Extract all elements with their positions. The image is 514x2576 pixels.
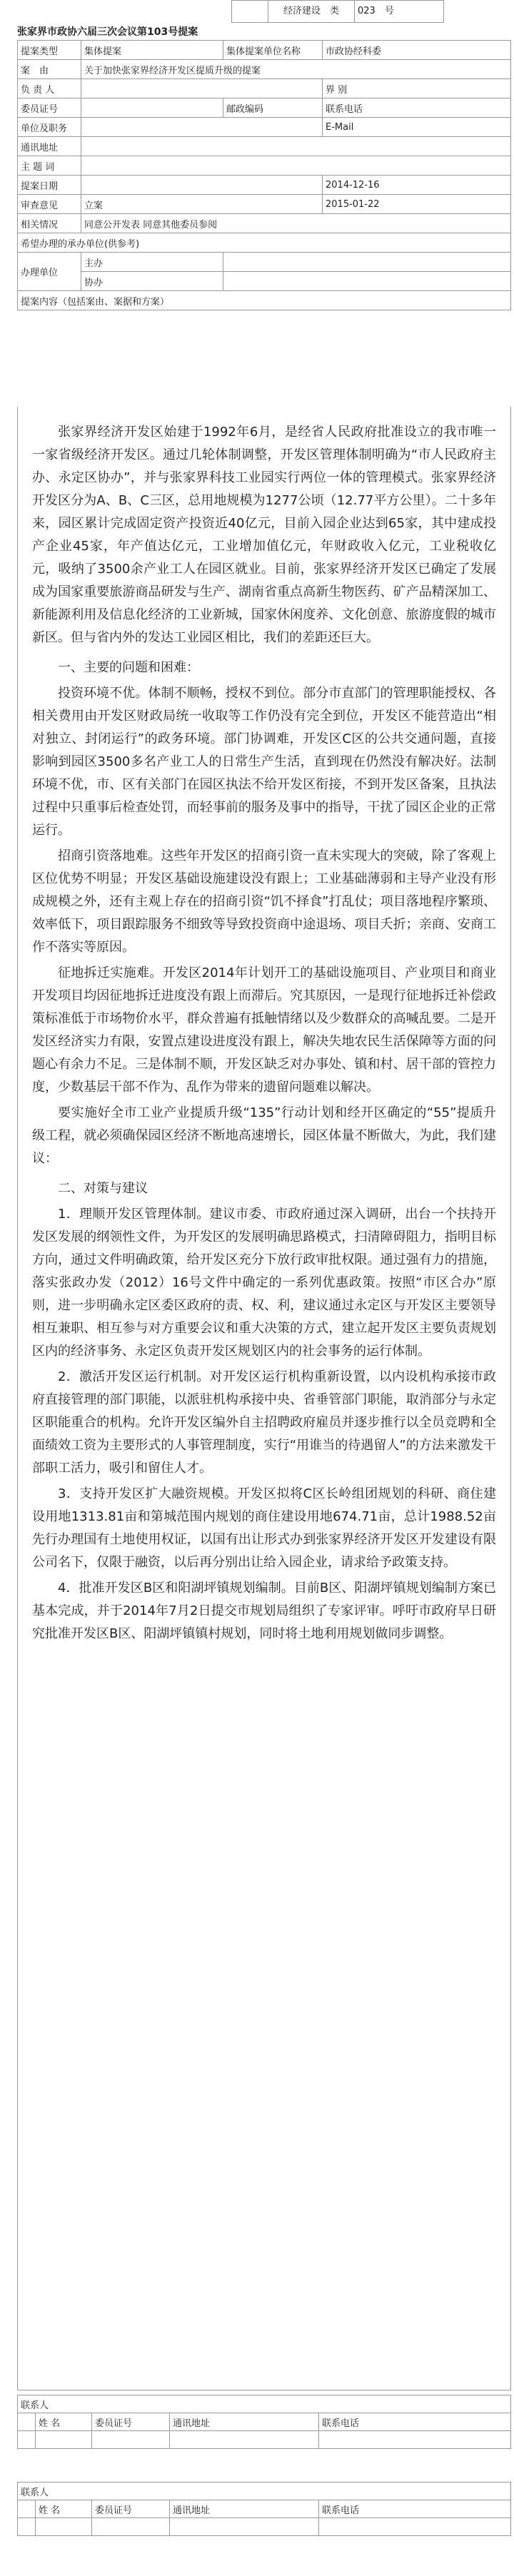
- unit-label: 单位及职务: [18, 118, 81, 137]
- review-date: 2015-01-22: [323, 195, 511, 214]
- suggestion-paragraph: 3．支持开发区扩大融资规模。开发区拟将C区长岭组团规划的科研、商住建设用地1313.81亩和第城范围内规划的商住建设用地674.71亩，总计1988.52亩先行办理国有土地使用权证，以国有出让形式办到张家界经济开发区开发建设有限公司名下，仅限于融资，以后再分别出让给入园企业，请求给予政策支持。: [32, 1486, 496, 1570]
- page-title: 张家界市政协六届三次会议第103号提案: [17, 26, 198, 38]
- unit-value: [81, 118, 323, 137]
- type-value: 集体提案: [81, 41, 223, 60]
- phone-label: 联系电话: [323, 98, 511, 118]
- blank-cell: [92, 2518, 170, 2536]
- contact-name-label: 姓 名: [36, 2413, 92, 2431]
- collective-label: 集体提案单位名称: [223, 41, 323, 60]
- blank-cell: [18, 2500, 36, 2518]
- contact-head: 联系人: [18, 2395, 511, 2413]
- suggestion-paragraph: 4．批准开发区B区和阳湖坪镇规划编制。目前B区、阳湖坪镇规划编制方案已基本完成，并于2014年7月2日提交市规划局组织了专家评审。呼吁市政府早日研究批准开发区B区、阳湖坪镇镇村规划，同时将土地利用规划做同步调整。: [32, 1581, 496, 1641]
- problem-paragraph: 征地拆迁实施难。开发区2014年计划开工的基础设施项目、产业项目和商业开发项目均因征地拆迁进度没有跟上而滞后。究其原因，一是现行征地拆迁补偿政策标准低于市场物价水平，群众普遍有抵触情绪以及少数群众的高喊乱要。二是开发区经济实力有限，安置点建设进度没有跟上，解决失地农民生活保障等方面的问题心有余力不足。三是体制不顺，开发区缺乏对办事处、镇和村、居干部的管控力度，少数基层干部不作为、乱作为带来的遗留问题难以解决。: [32, 965, 496, 1095]
- blank-cell: [36, 2431, 92, 2449]
- blank-cell: [170, 2431, 319, 2449]
- review-label: 审查意见: [18, 195, 81, 214]
- problem-paragraph: 招商引资落地难。这些年开发区的招商引资一直未实现大的突破，除了客观上区位优势不明显；开发区基础设施建设没有跟上；工业基础薄弱和主导产业没有形成规模之外，还有主观上存在的招商引资“饥不择食”打乱仗；项目落地程序繁琐、效率低下，项目跟踪服务不细致等导致投资商中途退场、项目夭折；亲商、安商工作不落实等原因。: [32, 848, 496, 955]
- contact-member-no-label: 委员证号: [92, 2413, 170, 2431]
- contact-phone-label: 联系电话: [319, 2413, 511, 2431]
- main-value: [223, 253, 511, 272]
- proposal-meta-table: [17, 40, 511, 310]
- suggestion-paragraph: 1．理顺开发区管理体制。建议市委、市政府通过深入调研，出台一个扶持开发区发展的纲领性文件，为开发区的发展明确思路模式，扫清障碍阻力，指明目标方向，通过文件明确政策，给开发区充分下放行政审批权限。通过强有力的措施，落实张政办发（2012）16号文件中确定的一系列优惠政策。按照“市区合办”原则，进一步明确永定区委区政府的责、权、利，建议通过永定区与开发区主要领导相互兼职、相互参与对方重要会议和重大决策的方式，建立起开发区主要负责规划区内的经济事务、永定区负责开发区规划区内的社会事务的运行体制。: [32, 1207, 496, 1359]
- keywords-value: [81, 156, 511, 176]
- contact-head: 联系人: [18, 2483, 511, 2500]
- handler-label: 办理单位: [18, 253, 81, 291]
- blank-cell: [92, 2431, 170, 2449]
- date-blank: [81, 176, 323, 195]
- category-label: 经济建设 类: [268, 1, 355, 22]
- assist-value: [223, 272, 511, 291]
- contact-table-1: [17, 2395, 511, 2449]
- section-heading: 一、主要的问题和困难：: [58, 660, 199, 675]
- contact-name-label: 姓 名: [36, 2500, 92, 2518]
- transition-paragraph: 要实施好全市工业产业提质升级“135”行动计划和经开区确定的“55”提质升级工程，就必须确保园区经济不断地高速增长，园区体量不断做大，为此，我们建议：: [32, 1105, 496, 1166]
- main-label: 主办: [81, 253, 223, 272]
- category-box: [231, 0, 444, 23]
- contact-member-no-label: 委员证号: [92, 2500, 170, 2518]
- postcode-label: 邮政编码: [223, 98, 323, 118]
- blank-cell: [170, 2518, 319, 2536]
- proposal-number: 023 号: [358, 6, 394, 16]
- collective-value: 市政协经科委: [323, 41, 511, 60]
- member-no-label: 委员证号: [18, 98, 81, 118]
- blank-cell: [36, 2518, 92, 2536]
- proposer-label: 负 责 人: [18, 79, 81, 98]
- content-label: 提案内容（包括案由、案据和方案）: [18, 291, 511, 310]
- proposer-value: [81, 79, 323, 98]
- blank-cell: [18, 2431, 36, 2449]
- group-label: 界 别: [323, 79, 511, 98]
- contact-address-label: 通讯地址: [170, 2413, 319, 2431]
- address-label: 通讯地址: [18, 137, 81, 156]
- suggestion-paragraph: 2．激活开发区运行机制。对开发区运行机构重新设置，以内设机构承接市政府直接管理的部门职能，以派驻机构承接中央、省垂管部门职能，取消部分与永定区职能重合的机构。允许开发区编外自主招聘政府雇员并逐步推行以全员竞聘和全面绩效工资为主要形式的人事管理制度，实行“用谁当的待遇留人”的方法来激发干部职工活力，吸引和留住人才。: [32, 1369, 496, 1476]
- blank-cell: [319, 2518, 511, 2536]
- subject-value: 关于加快张家界经济开发区提质升级的提案: [81, 60, 511, 79]
- subject-label: 案 由: [18, 60, 81, 79]
- email-label: E-Mail: [323, 118, 511, 137]
- blank-cell: [232, 1, 268, 22]
- address-value: [81, 137, 511, 156]
- proposal-body: [17, 407, 511, 2390]
- blank-cell: [18, 2413, 36, 2431]
- date-value: 2014-12-16: [323, 176, 511, 195]
- assist-label: 协办: [81, 272, 223, 291]
- keywords-label: 主 题 词: [18, 156, 81, 176]
- contact-table-2: [17, 2482, 511, 2536]
- problem-paragraph: 投资环境不优。体制不顺畅，授权不到位。部分市直部门的管理职能授权、各相关费用由开发区财政局统一收取等工作仍没有完全到位，开发区不能营造出“相对独立、封闭运行”的政务环境。部门协调难，开发区C区的公共交通问题，直接影响到园区3500多名产业工人的日常生产生活，直到现在仍然没有解决好。法制环境不优，市、区有关部门在园区执法不给开发区衔接，不到开发区备案，且执法过程中只重事后检查处罚，而轻事前的服务及事中的指导，干扰了园区企业的正常运行。: [32, 686, 496, 838]
- contact-phone-label: 联系电话: [319, 2500, 511, 2518]
- intro-paragraph: 张家界经济开发区始建于1992年6月，是经省人民政府批准设立的我市唯一一家省级经济开发区。通过几轮体制调整，开发区管理体制明确为“市人民政府主办、永定区协办”，并与张家界科技工业园实行两位一体的管理模式。张家界经济开发区分为A、B、C三区，总用地规模为1277公顷（12.77平方公里）。二十多年来，园区累计完成固定资产投资近40亿元，目前入园企业达到65家，其中建成投产企业45家，年产值达亿元，工业增加值亿元，年财政收入亿元，工业税收亿元，吸纳了3500余产业工人在园区就业。目前，张家界经济开发区已确定了发展成为国家重要旅游商品研发与生产、湖南省重点高新生物医药、矿产品精深加工、新能源利用及信息化经济的工业新城，国家休闲度养、文化创意、旅游度假的城市新区。但与省内外的发达工业园区相比，我们的差距还巨大。: [32, 425, 496, 645]
- related-value: 同意公开发表 同意其他委员参阅: [81, 214, 511, 233]
- hope-label: 希望办理的承办单位(供参考): [18, 233, 511, 253]
- type-label: 提案类型: [18, 41, 81, 60]
- blank-cell: [319, 2431, 511, 2449]
- member-no-value: [81, 98, 223, 118]
- contact-address-label: 通讯地址: [170, 2500, 319, 2518]
- section-heading: 二、对策与建议: [58, 1181, 148, 1196]
- date-label: 提案日期: [18, 176, 81, 195]
- related-label: 相关情况: [18, 214, 81, 233]
- review-value: 立案: [81, 195, 323, 214]
- blank-cell: [18, 2518, 36, 2536]
